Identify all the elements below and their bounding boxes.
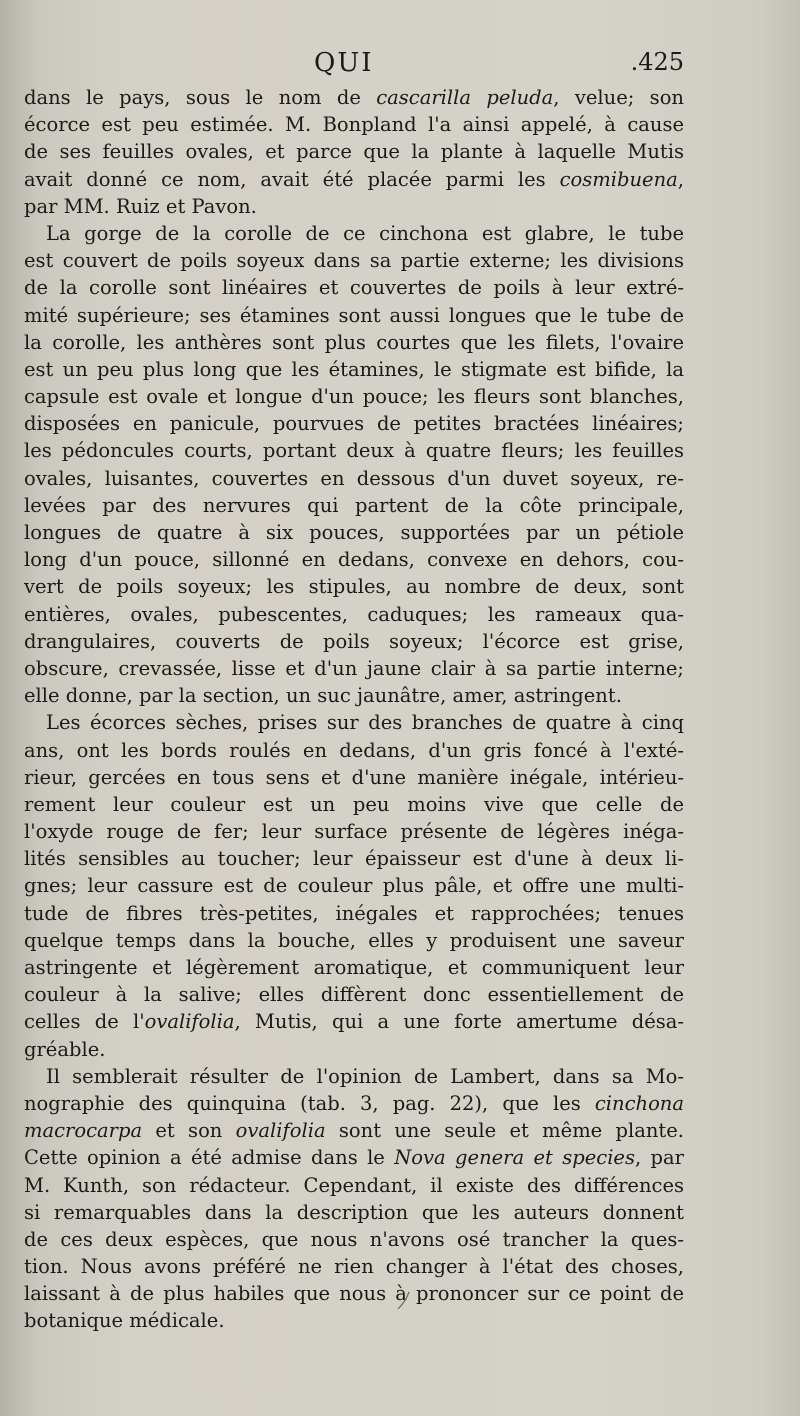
text-segment: mité supérieure; ses étamines sont aussi longues que le tube de bbox=[24, 303, 684, 327]
text-segment: de ces deux espèces, que nous n'avons osé trancher la ques- bbox=[24, 1227, 684, 1251]
text-line bbox=[24, 1253, 684, 1280]
text-line bbox=[24, 628, 684, 655]
text-line bbox=[24, 682, 684, 709]
text-segment: long d'un pouce, sillonné en dedans, convexe en dehors, cou- bbox=[24, 548, 684, 572]
text-segment: laissant à de plus habiles que nous à prononcer sur ce point de bbox=[24, 1282, 684, 1306]
text-line bbox=[24, 437, 684, 464]
text-line bbox=[24, 927, 684, 954]
text-segment: obscure, crevassée, lisse et d'un jaune clair à sa partie interne; bbox=[24, 656, 684, 680]
text-line bbox=[24, 981, 684, 1008]
text-segment: rieur, gercées en tous sens et d'une manière inégale, intérieu- bbox=[24, 765, 684, 789]
italic-segment: Nova genera et species bbox=[394, 1146, 635, 1170]
text-segment: , par bbox=[634, 1146, 684, 1170]
text-segment: rement leur couleur est un peu moins vive que celle de bbox=[24, 792, 684, 816]
italic-segment: ovalifolia bbox=[144, 1010, 235, 1034]
text-segment: astringente et légèrement aromatique, et communiquent leur bbox=[24, 956, 684, 979]
text-line bbox=[24, 1172, 684, 1199]
text-line bbox=[24, 1280, 684, 1307]
text-line bbox=[24, 1226, 684, 1253]
text-line bbox=[24, 764, 684, 791]
italic-segment: cascarilla peluda bbox=[376, 86, 554, 109]
text-line bbox=[24, 1008, 684, 1035]
text-line bbox=[24, 791, 684, 818]
text-segment: écorce est peu estimée. M. Bonpland l'a ainsi appelé, à cause bbox=[24, 113, 684, 137]
text-segment: vert de poils soyeux; les stipules, au nombre de deux, sont bbox=[24, 575, 684, 599]
text-line bbox=[24, 1063, 684, 1090]
italic-segment: ovalifolia bbox=[235, 1119, 326, 1143]
text-line bbox=[24, 1036, 684, 1063]
text-segment: La gorge de la corolle de ce cinchona est glabre, le tube bbox=[46, 221, 684, 245]
text-line bbox=[24, 546, 684, 573]
text-line bbox=[24, 1307, 684, 1334]
text-line bbox=[24, 274, 684, 301]
text-segment: sont une seule et même plante. bbox=[325, 1119, 684, 1143]
text-segment: drangulaires, couverts de poils soyeux; l'écorce est grise, bbox=[24, 629, 684, 653]
text-segment: et son bbox=[142, 1119, 236, 1143]
text-segment: tude de fibres très-petites, inégales et rapprochées; tenues bbox=[24, 901, 684, 925]
text-segment: est un peu plus long que les étamines, le stigmate est bifide, la bbox=[24, 357, 684, 381]
text-line bbox=[24, 1199, 684, 1226]
text-line bbox=[24, 193, 684, 220]
text-segment: gréable. bbox=[24, 1037, 106, 1061]
text-segment: est couvert de poils soyeux dans sa partie externe; les divisions bbox=[24, 249, 684, 273]
text-line bbox=[24, 220, 684, 247]
text-line bbox=[24, 465, 684, 492]
text-segment: tion. Nous avons préféré ne rien changer à l'état des choses, bbox=[24, 1255, 684, 1279]
text-line bbox=[24, 1144, 684, 1171]
text-segment: lités sensibles au toucher; leur épaisseur est d'une à deux li- bbox=[24, 847, 684, 871]
text-line bbox=[24, 84, 684, 111]
text-line bbox=[24, 1090, 684, 1117]
page-number: .425 bbox=[630, 48, 684, 76]
text-line bbox=[24, 138, 684, 165]
text-segment: les pédoncules courts, portant deux à quatre fleurs; les feuilles bbox=[24, 439, 684, 463]
text-segment: botanique médicale. bbox=[24, 1309, 225, 1333]
text-line bbox=[24, 601, 684, 628]
text-segment: celles de l' bbox=[24, 1010, 145, 1034]
text-segment: l'oxyde rouge de fer; leur surface présente de légères inéga- bbox=[24, 820, 684, 844]
text-segment: de la corolle sont linéaires et couvertes de poils à leur extré- bbox=[24, 276, 684, 300]
text-line bbox=[24, 492, 684, 519]
italic-segment: macrocarpa bbox=[24, 1119, 143, 1143]
text-line bbox=[24, 302, 684, 329]
text-line bbox=[24, 356, 684, 383]
text-line bbox=[24, 737, 684, 764]
text-segment: si remarquables dans la description que les auteurs donnent bbox=[24, 1200, 684, 1224]
text-segment: de ses feuilles ovales, et parce que la plante à laquelle Mutis bbox=[24, 140, 684, 164]
text-segment: entières, ovales, pubescentes, caduques; les rameaux qua- bbox=[24, 602, 684, 626]
text-line bbox=[24, 410, 684, 437]
text-line bbox=[24, 900, 684, 927]
text-segment: Les écorces sèches, prises sur des branches de quatre à cinq bbox=[46, 711, 684, 735]
text-segment: M. Kunth, son rédacteur. Cependant, il existe des différences bbox=[24, 1173, 684, 1197]
text-segment: Il semblerait résulter de l'opinion de Lambert, dans sa Mo- bbox=[46, 1064, 684, 1088]
text-segment: , velue; son bbox=[553, 86, 684, 109]
text-segment: ovales, luisantes, couvertes en dessous d'un duvet soyeux, re- bbox=[24, 466, 684, 490]
text-segment: gnes; leur cassure est de couleur plus pâle, et offre une multi- bbox=[24, 874, 684, 898]
text-line bbox=[24, 818, 684, 845]
pencil-mark-icon bbox=[395, 1290, 415, 1312]
running-head: QUI bbox=[314, 48, 374, 78]
text-segment: elle donne, par la section, un suc jaunâtre, amer, astringent. bbox=[24, 684, 622, 708]
text-line bbox=[24, 655, 684, 682]
text-segment: dans le pays, sous le nom de bbox=[24, 86, 377, 109]
text-segment: nographie des quinquina (tab. 3, pag. 22), que les bbox=[24, 1091, 595, 1115]
text-segment: quelque temps dans la bouche, elles y produisent une saveur bbox=[24, 928, 684, 952]
text-line bbox=[24, 872, 684, 899]
text-segment: ans, ont les bords roulés en dedans, d'un gris foncé à l'exté- bbox=[24, 738, 684, 762]
text-line bbox=[24, 573, 684, 600]
page-header bbox=[24, 48, 684, 82]
text-segment: la corolle, les anthères sont plus courtes que les filets, l'ovaire bbox=[24, 330, 684, 354]
italic-segment: cinchona bbox=[594, 1091, 684, 1115]
text-line bbox=[24, 519, 684, 546]
text-segment: , bbox=[677, 167, 684, 191]
text-segment: longues de quatre à six pouces, supportées par un pétiole bbox=[24, 521, 684, 544]
text-line bbox=[24, 709, 684, 736]
text-line bbox=[24, 111, 684, 138]
text-line bbox=[24, 166, 684, 193]
body-text bbox=[24, 84, 684, 1335]
italic-segment: cosmibuena bbox=[559, 167, 678, 191]
text-segment: disposées en panicule, pourvues de petites bractées linéaires; bbox=[24, 412, 684, 436]
text-line bbox=[24, 845, 684, 872]
text-segment: , Mutis, qui a une forte amertume désa- bbox=[234, 1010, 684, 1034]
text-segment: avait donné ce nom, avait été placée parmi les bbox=[24, 167, 560, 191]
text-segment: couleur à la salive; elles diffèrent donc essentiellement de bbox=[24, 983, 684, 1007]
text-line bbox=[24, 383, 684, 410]
text-line bbox=[24, 329, 684, 356]
text-segment: levées par des nervures qui partent de la côte principale, bbox=[24, 493, 684, 517]
text-line bbox=[24, 1117, 684, 1144]
text-segment: capsule est ovale et longue d'un pouce; les fleurs sont blanches, bbox=[24, 385, 684, 409]
text-line bbox=[24, 954, 684, 981]
text-line bbox=[24, 247, 684, 274]
text-segment: Cette opinion a été admise dans le bbox=[24, 1146, 395, 1170]
text-segment: par MM. Ruiz et Pavon. bbox=[24, 194, 257, 218]
